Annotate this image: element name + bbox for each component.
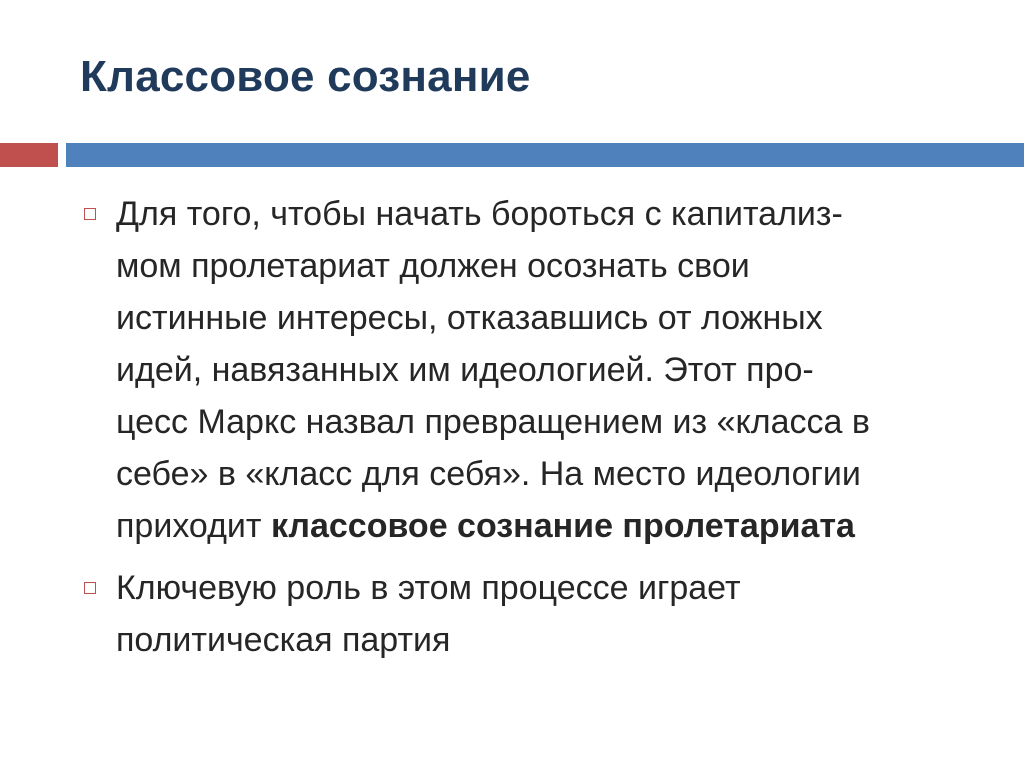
bullet-line: себе» в «класс для себя». На место идеологии	[116, 455, 861, 493]
bullet-line: политическая партия	[116, 621, 451, 659]
bullet-list	[80, 188, 990, 676]
bullet-line: истинные интересы, отказавшись от ложных	[116, 299, 823, 337]
bullet-line-final	[116, 500, 990, 552]
bullet-line: Ключевую роль в этом процессе играет	[116, 569, 741, 607]
hollow-square-bullet-icon	[84, 582, 96, 594]
bullet-line: цесс Маркс назвал превращением из «класса в	[116, 403, 870, 441]
accent-bar-red	[0, 143, 58, 167]
bullet-line: мом пролетариат должен осознать свои	[116, 247, 750, 285]
bullet-item-political-party	[80, 562, 990, 666]
hollow-square-bullet-icon	[84, 208, 96, 220]
bullet-line: Для того, чтобы начать бороться с капитализ-	[116, 195, 843, 233]
bold-emphasis-text: классовое сознание пролетариата	[270, 507, 855, 545]
bullet-text	[116, 562, 990, 666]
accent-bar-blue	[66, 143, 1024, 167]
slide-title: Классовое сознание	[80, 52, 531, 101]
bullet-item-class-consciousness	[80, 188, 990, 552]
bullet-line-prefix: приходит	[116, 507, 271, 545]
bullet-line: идей, навязанных им идеологией. Этот про-	[116, 351, 814, 389]
bullet-text	[116, 188, 990, 552]
